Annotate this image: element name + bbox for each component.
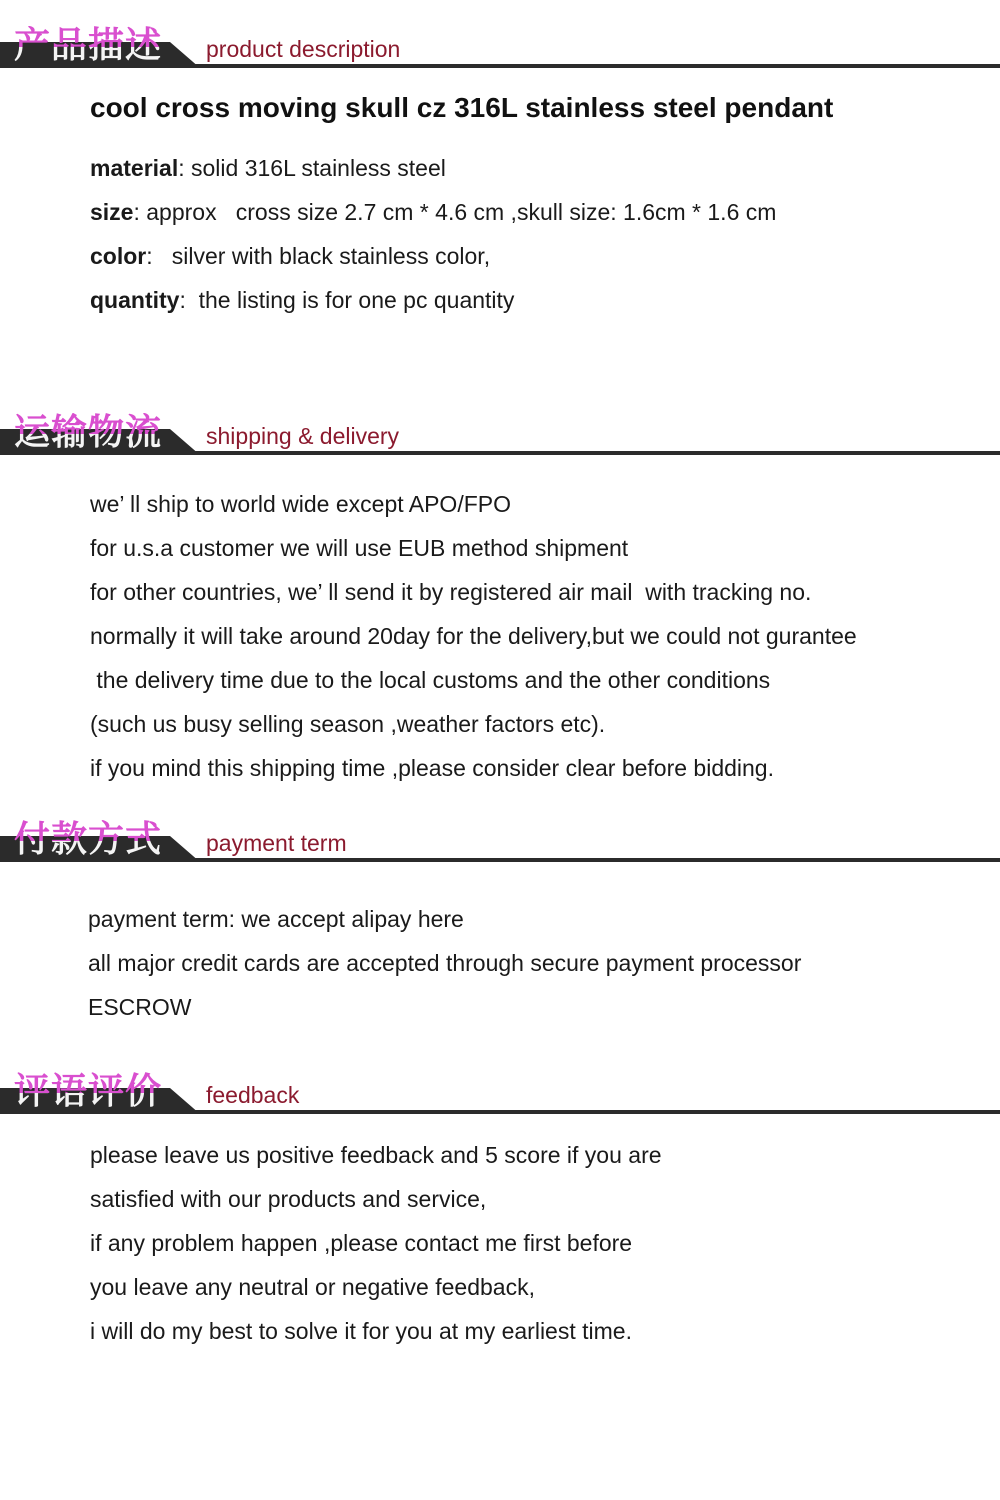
feedback-line: please leave us positive feedback and 5 score if you are (90, 1142, 662, 1168)
spec-label: size (90, 199, 134, 225)
product-title: cool cross moving skull cz 316L stainless steel pendant (90, 92, 834, 123)
shipping-line: for u.s.a customer we will use EUB method shipment (90, 535, 629, 561)
spec-value: : silver with black stainless color, (146, 243, 491, 269)
header-en-title: feedback (206, 1082, 300, 1108)
shipping-line: (such us busy selling season ,weather factors etc). (90, 711, 606, 737)
spec-value: : solid 316L stainless steel (178, 155, 446, 181)
spec-value: : the listing is for one pc quantity (179, 287, 515, 313)
feedback-text (90, 1133, 662, 1353)
spec-label: color (90, 243, 147, 269)
header-en-title: shipping & delivery (206, 423, 400, 449)
shipping-text (90, 482, 857, 790)
shipping-delivery-header (0, 409, 1000, 455)
header-zh-title: 评语评价 (14, 1071, 163, 1112)
header-zh-title: 产品描述 (14, 25, 163, 66)
header-en-title: product description (206, 36, 401, 62)
feedback-line: if any problem happen ,please contact me first before (90, 1230, 633, 1256)
product-details (90, 90, 833, 322)
feedback-line: you leave any neutral or negative feedback, (90, 1274, 535, 1300)
shipping-line: for other countries, we’ ll send it by registered air mail with tracking no. (90, 579, 812, 605)
spec-label: material (90, 155, 179, 181)
spec-quantity (90, 278, 833, 322)
header-en-title: payment term (206, 830, 347, 856)
payment-term-header (0, 816, 1000, 862)
spec-material (90, 146, 833, 190)
shipping-line: if you mind this shipping time ,please consider clear before bidding. (90, 755, 774, 781)
header-zh-title: 运输物流 (14, 412, 163, 453)
feedback-line: satisfied with our products and service, (90, 1186, 487, 1212)
spec-color (90, 234, 833, 278)
spec-value: : approx cross size 2.7 cm * 4.6 cm ,skull size: 1.6cm * 1.6 cm (133, 199, 777, 225)
payment-text (88, 897, 801, 1029)
feedback-header (0, 1068, 1000, 1114)
payment-line: ESCROW (88, 994, 192, 1020)
spec-size (90, 190, 833, 234)
shipping-line: we’ ll ship to world wide except APO/FPO (90, 491, 511, 517)
payment-line: payment term: we accept alipay here (88, 906, 464, 932)
header-zh-title: 付款方式 (14, 819, 163, 860)
shipping-line: normally it will take around 20day for the delivery,but we could not gurantee (90, 623, 857, 649)
feedback-line: i will do my best to solve it for you at my earliest time. (90, 1318, 632, 1344)
payment-line: all major credit cards are accepted through secure payment processor (88, 950, 802, 976)
product-description-header (0, 22, 1000, 68)
spec-label: quantity (90, 287, 180, 313)
shipping-line: the delivery time due to the local customs and the other conditions (90, 667, 771, 693)
